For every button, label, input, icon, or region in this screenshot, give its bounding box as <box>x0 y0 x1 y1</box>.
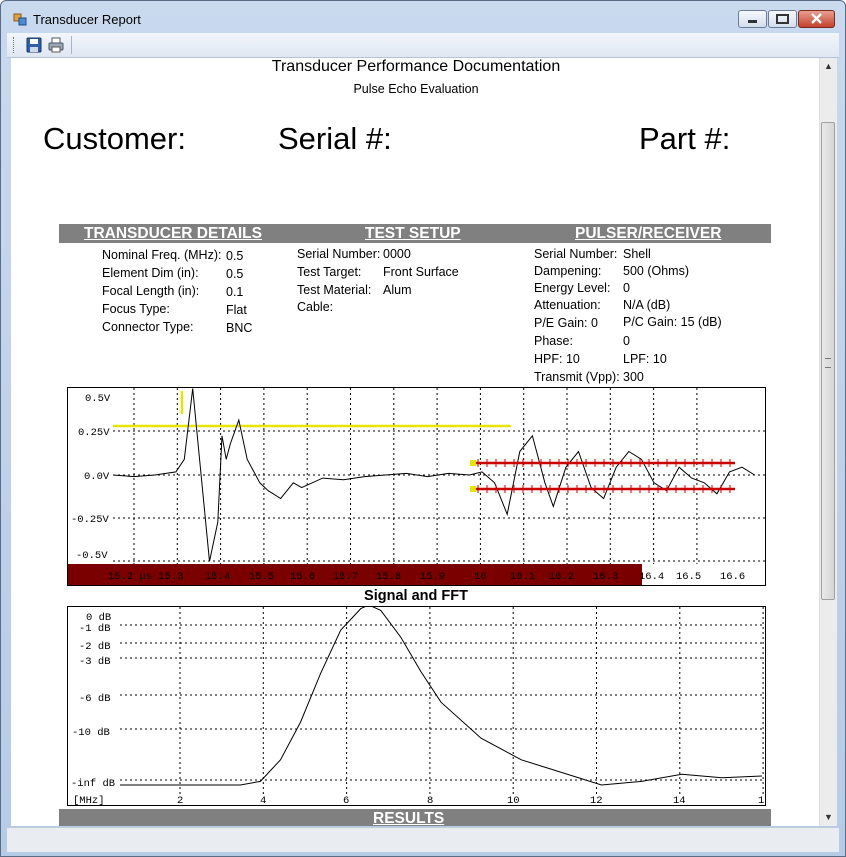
detail-value: Flat <box>226 303 247 317</box>
part-label: Part #: <box>639 121 731 156</box>
cursor-handle <box>470 460 476 466</box>
cursor-lines[interactable] <box>470 459 735 493</box>
detail-label: Element Dim (in): <box>102 266 199 280</box>
detail-label: Focus Type: <box>102 302 170 316</box>
cursor-handle <box>470 486 476 492</box>
pr-phase-label: Phase: <box>534 334 573 348</box>
pr-hpf: HPF: 10 <box>534 352 580 366</box>
app-icon <box>13 12 27 26</box>
toolbar-grip[interactable] <box>13 37 16 53</box>
toolbar-separator <box>71 36 72 54</box>
pr-pc-gain: P/C Gain: 15 (dB) <box>623 315 722 329</box>
y-tick-label: -1 dB <box>79 623 111 635</box>
x-tick-label: 1 <box>758 795 765 805</box>
results-band <box>59 809 771 826</box>
minimize-button[interactable] <box>738 10 767 28</box>
pulser-receiver-heading: PULSER/RECEIVER <box>575 225 722 242</box>
detail-value: BNC <box>226 321 253 335</box>
scroll-down-arrow-icon[interactable]: ▼ <box>824 812 833 822</box>
pr-phase-value: 0 <box>623 334 630 348</box>
setup-label: Serial Number: <box>297 247 381 261</box>
pr-energy-label: Energy Level: <box>534 281 611 295</box>
vertical-scrollbar[interactable] <box>819 58 837 826</box>
setup-label: Test Target: <box>297 265 362 279</box>
fft-grid <box>120 607 765 795</box>
x-tick-label: 6 <box>343 795 350 805</box>
detail-label: Nominal Freq. (MHz): <box>102 248 222 262</box>
setup-label: Cable: <box>297 300 334 314</box>
x-tick-label-obscured: 15.7 <box>333 571 359 583</box>
x-tick-label-obscured: 15.6 <box>290 571 316 583</box>
pr-lpf: LPF: 10 <box>623 352 667 366</box>
scroll-up-arrow-icon[interactable]: ▲ <box>824 61 833 71</box>
x-tick-label: 8 <box>427 795 434 805</box>
y-tick-label: 0 dB <box>86 612 112 624</box>
transducer-details-heading: TRANSDUCER DETAILS <box>84 225 262 242</box>
customer-label: Customer: <box>43 121 186 156</box>
maximize-button[interactable] <box>768 10 797 28</box>
printer-icon[interactable] <box>47 36 65 54</box>
y-tick-label: 0.5V <box>85 393 111 405</box>
pr-serial-label: Serial Number: <box>534 247 618 261</box>
scroll-grip <box>825 358 831 368</box>
pr-attenuation-value: N/A (dB) <box>623 298 671 312</box>
x-unit-label: [MHz] <box>73 795 105 805</box>
x-tick-label-obscured: 15.8 <box>376 571 402 583</box>
pr-attenuation-label: Attenuation: <box>534 298 601 312</box>
y-tick-label: 0.25V <box>78 427 110 439</box>
window-title: Transducer Report <box>33 12 141 27</box>
x-tick-label-obscured: 15.4 <box>205 571 231 583</box>
report-subtitle: Pulse Echo Evaluation <box>353 82 479 96</box>
y-tick-label: 0.0V <box>84 471 110 483</box>
pr-pe-gain: P/E Gain: 0 <box>534 316 598 330</box>
detail-label: Connector Type: <box>102 320 194 334</box>
y-tick-label: -3 dB <box>79 656 111 668</box>
title-bar <box>1 1 845 35</box>
setup-value: 0000 <box>383 247 411 261</box>
x-tick-label: 16.5 <box>676 571 702 583</box>
signal-plot <box>68 388 765 585</box>
signal-grid <box>113 388 765 564</box>
x-tick-label-obscured: 16 <box>474 571 487 583</box>
restore-icon <box>769 11 796 27</box>
results-heading: RESULTS <box>373 810 445 826</box>
detail-value: 0.5 <box>226 249 244 263</box>
y-tick-label: -0.5V <box>76 550 108 562</box>
setup-value: Alum <box>383 283 412 297</box>
x-tick-label: 12 <box>590 795 603 805</box>
pr-serial-value: Shell <box>623 247 651 261</box>
floppy-save-icon[interactable] <box>25 36 43 54</box>
section-header-band <box>59 224 771 243</box>
setup-label: Test Material: <box>297 283 372 297</box>
detail-value: 0.5 <box>226 267 244 281</box>
x-tick-label-obscured: 15.2 µs 15.3 <box>108 571 184 583</box>
detail-label: Focal Length (in): <box>102 284 200 298</box>
report-title: Transducer Performance Documentation <box>271 58 561 75</box>
pr-dampening-label: Dampening: <box>534 264 602 278</box>
x-tick-label: 16.6 <box>720 571 746 583</box>
y-tick-label: -2 dB <box>79 641 111 653</box>
x-tick-label: 2 <box>177 795 184 805</box>
report-canvas <box>11 58 819 826</box>
x-tick-label: 16.4 <box>639 571 665 583</box>
toolbar <box>7 33 839 58</box>
close-button[interactable] <box>798 10 835 28</box>
x-tick-label-obscured: 16.1 <box>510 571 536 583</box>
pr-dampening-value: 500 (Ohms) <box>623 264 689 278</box>
fft-plot <box>68 607 765 805</box>
serial-label: Serial #: <box>278 121 392 156</box>
x-tick-label: 10 <box>507 795 520 805</box>
x-tick-label: 14 <box>673 795 686 805</box>
x-tick-label: 4 <box>260 795 267 805</box>
detail-value: 0.1 <box>226 285 244 299</box>
y-tick-label: -inf dB <box>71 778 116 790</box>
x-tick-label-obscured: 15.5 <box>249 571 275 583</box>
y-tick-label: -6 dB <box>79 693 111 705</box>
status-bar <box>7 827 839 852</box>
fft-chart[interactable] <box>67 606 766 806</box>
test-setup-heading: TEST SETUP <box>365 225 461 242</box>
y-tick-label: -0.25V <box>71 514 109 526</box>
x-tick-label-obscured: 15.9 <box>420 571 446 583</box>
pr-energy-value: 0 <box>623 281 630 295</box>
minimize-icon <box>739 11 766 27</box>
signal-chart[interactable] <box>67 387 766 586</box>
pr-transmit-value: 300 <box>623 370 644 384</box>
setup-value: Front Surface <box>383 265 459 279</box>
y-tick-label: -10 dB <box>72 727 110 739</box>
fft-spectrum-curve <box>120 607 762 785</box>
x-tick-label-obscured: 16.2 <box>549 571 575 583</box>
close-icon <box>799 11 834 27</box>
pr-transmit-label: Transmit (Vpp): <box>534 370 620 384</box>
x-tick-label-obscured: 16.3 <box>593 571 619 583</box>
scroll-thumb[interactable] <box>821 122 835 600</box>
chart-caption: Signal and FFT <box>364 588 468 604</box>
